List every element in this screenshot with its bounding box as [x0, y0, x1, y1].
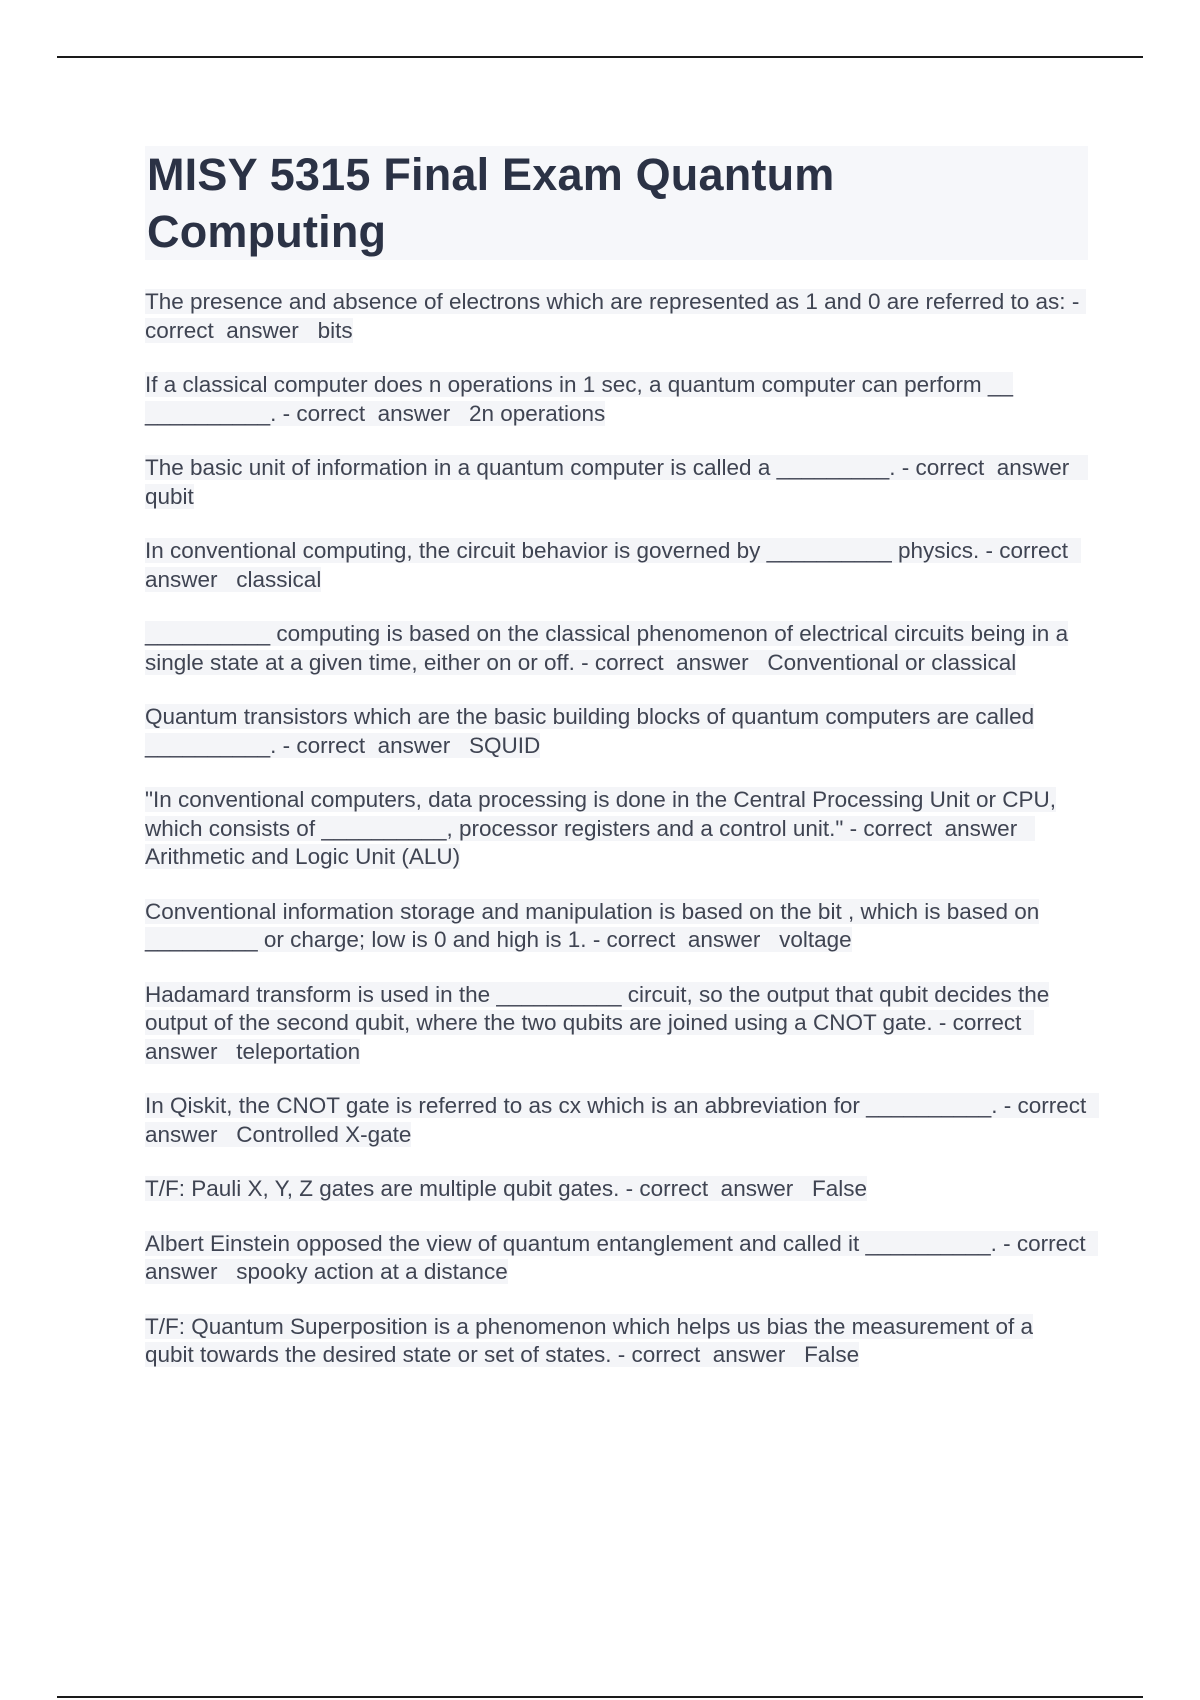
qa-item: [145, 1175, 1088, 1204]
qa-item: [145, 898, 1088, 955]
answer-marker: - correct answer: [145, 1230, 1099, 1284]
question-text: "In conventional computers, data processing is done in the Central Processing Unit or CPU, which consists of __________, processor registers and a control unit.": [145, 787, 1056, 841]
question-text: Quantum transistors which are the basic building blocks of quantum computers are called __________.: [145, 704, 1035, 758]
answer-text: qubit: [145, 483, 194, 509]
document-title: MISY 5315 Final Exam Quantum Computing: [147, 149, 835, 257]
question-text: T/F: Quantum Superposition is a phenomenon which helps us bias the measurement of a qubit towards the desired state or set of states.: [145, 1313, 1033, 1367]
question-text: In Qiskit, the CNOT gate is referred to as cx which is an abbreviation for __________.: [145, 1093, 998, 1118]
answer-text: Conventional or classical: [767, 649, 1017, 675]
answer-marker: - correct answer: [843, 815, 1035, 841]
top-rule: [57, 56, 1143, 58]
answer-marker: - correct answer: [145, 289, 1086, 343]
qa-item: [145, 703, 1088, 760]
qa-item: [145, 1313, 1088, 1370]
answer-marker: - correct answer: [276, 732, 469, 758]
document-body: [145, 146, 1099, 1396]
qa-item: [145, 620, 1088, 677]
answer-marker: - correct answer: [574, 649, 768, 675]
question-text: T/F: Pauli X, Y, Z gates are multiple qubit gates.: [145, 1176, 620, 1201]
answer-text: voltage: [779, 927, 852, 952]
question-text: Albert Einstein opposed the view of quantum entanglement and called it __________.: [145, 1230, 997, 1256]
qa-item: [145, 288, 1088, 345]
answer-marker: - correct answer: [145, 538, 1081, 592]
answer-text: False: [804, 1342, 860, 1367]
answer-text: teleportation: [236, 1038, 361, 1064]
question-text: If a classical computer does n operations in 1 sec, a quantum computer can perform __ __________.: [145, 372, 1013, 426]
question-text: The basic unit of information in a quantum computer is called a _________.: [145, 455, 896, 480]
answer-text: Arithmetic and Logic Unit (ALU): [145, 844, 461, 869]
answer-text: SQUID: [468, 732, 541, 758]
qa-item: [145, 537, 1088, 594]
answer-marker: - correct answer: [586, 927, 780, 952]
bottom-rule: [57, 1696, 1143, 1698]
title-block: [145, 146, 1088, 260]
answer-marker: - correct answer: [619, 1176, 812, 1201]
qa-item: [145, 1092, 1099, 1149]
answer-text: 2n operations: [468, 400, 606, 426]
qa-item: [145, 454, 1088, 511]
answer-text: Controlled X-gate: [236, 1121, 412, 1147]
qa-item: [145, 981, 1088, 1067]
answer-marker: - correct answer: [895, 455, 1089, 480]
answer-marker: - correct answer: [276, 400, 469, 426]
answer-text: False: [811, 1176, 867, 1201]
answer-marker: - correct answer: [611, 1342, 805, 1367]
question-text: Hadamard transform is used in the __________ circuit, so the output that qubit decides the output of the second qubit, where the two qubits are joined using a CNOT gate.: [145, 981, 1050, 1035]
qa-item: [145, 371, 1088, 428]
answer-marker: - correct answer: [145, 1093, 1099, 1147]
question-text: The presence and absence of electrons which are represented as 1 and 0 are referred to as:: [145, 289, 1066, 314]
answer-marker: - correct answer: [145, 1010, 1034, 1064]
qa-item: [145, 786, 1088, 872]
qa-list: [145, 288, 1099, 1370]
qa-item: [145, 1230, 1099, 1287]
answer-text: classical: [236, 566, 322, 592]
question-text: In conventional computing, the circuit behavior is governed by __________ physics.: [145, 538, 980, 563]
answer-text: spooky action at a distance: [236, 1259, 508, 1284]
question-text: __________ computing is based on the classical phenomenon of electrical circuits being in a single state at a given time, either on or off.: [145, 621, 1069, 675]
answer-text: bits: [317, 317, 353, 343]
question-text: Conventional information storage and manipulation is based on the bit , which is based on _________ or charge; low is 0 and high is 1.: [145, 898, 1040, 952]
